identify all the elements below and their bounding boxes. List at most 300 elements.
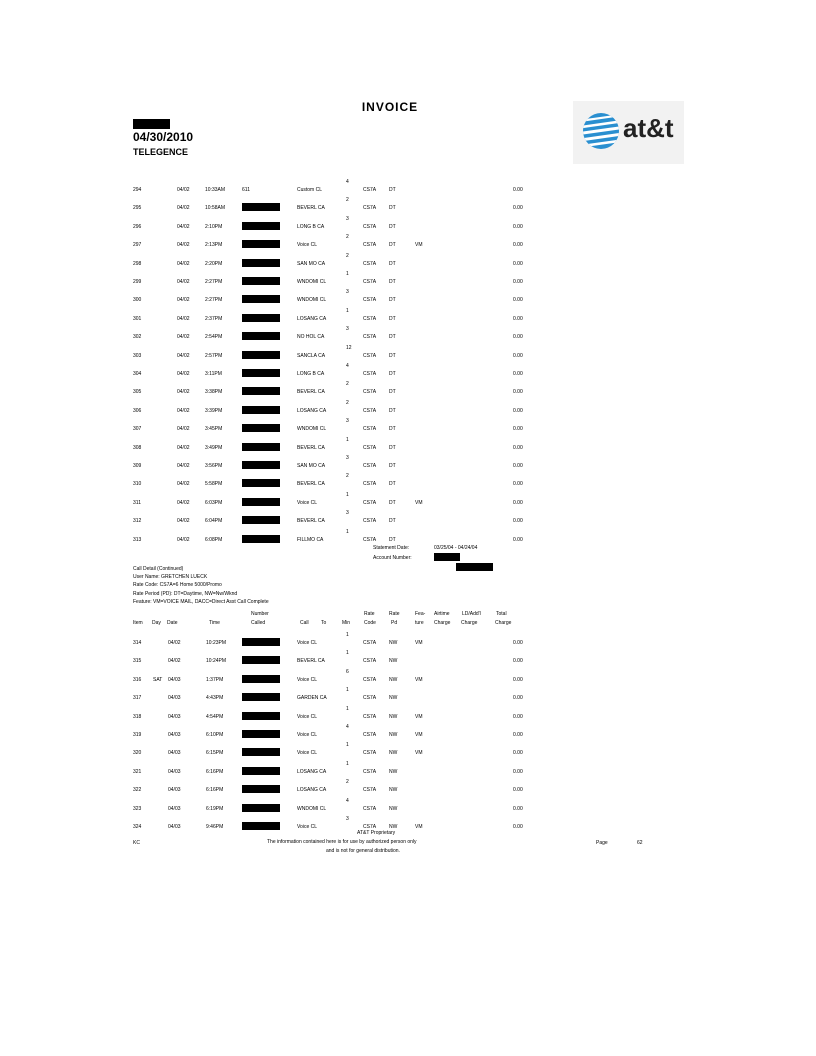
rate-code-line: Rate Code: CS7A=6 Home 5000/Promo: [133, 582, 222, 588]
redacted-number: [242, 693, 280, 701]
redacted-number: [242, 387, 280, 395]
date-cell: 04/02: [177, 444, 190, 451]
rate-code-cell: CS7A: [363, 315, 377, 322]
page-number: 62: [637, 840, 643, 846]
redacted-number: [242, 424, 280, 432]
time-cell: 1:37PM: [206, 676, 224, 683]
col-day: Day: [152, 620, 161, 626]
globe-icon: [581, 111, 621, 151]
time-cell: 6:15PM: [206, 750, 224, 757]
minutes-cell: 1: [346, 705, 349, 712]
rate-pd-cell: DT: [389, 260, 396, 267]
table-row: [0, 650, 816, 668]
rate-code-cell: CS7A: [363, 713, 377, 720]
charge-cell: 0.00: [513, 805, 523, 812]
col-airtime-charge: Charge: [434, 620, 451, 626]
time-cell: 5:58PM: [205, 481, 223, 488]
rate-code-cell: CS7A: [363, 260, 377, 267]
item-cell: 305: [133, 389, 142, 396]
confidentiality-notice: The information contained here is for use by authorized person only: [267, 839, 417, 845]
rate-code-cell: CS7A: [363, 334, 377, 341]
rate-code-cell: CS7A: [363, 518, 377, 525]
date-cell: 04/02: [177, 518, 190, 525]
time-cell: 2:57PM: [205, 352, 223, 359]
call-to-cell: LOSANG CA: [297, 768, 327, 775]
redacted-number: [242, 822, 280, 830]
table-row: [0, 381, 816, 399]
call-to-cell: LOSANG CA: [297, 315, 327, 322]
rate-pd-cell: DT: [389, 279, 396, 285]
charge-cell: 0.00: [513, 518, 523, 525]
date-cell: 04/02: [177, 187, 190, 193]
item-cell: 322: [133, 787, 142, 794]
col-date: Date: [167, 620, 178, 626]
charge-cell: 0.00: [513, 297, 523, 304]
rate-code-cell: CS7A: [363, 824, 377, 830]
rate-code-cell: CS7A: [363, 352, 377, 359]
rate-pd-cell: DT: [389, 426, 396, 433]
rate-code-cell: CS7A: [363, 371, 377, 377]
table-row: [0, 510, 816, 528]
item-cell: 323: [133, 805, 142, 812]
item-cell: 304: [133, 371, 142, 377]
date-cell: 04/03: [168, 713, 181, 720]
account-number-redacted: [434, 553, 460, 561]
table-row: [0, 418, 816, 436]
minutes-cell: 2: [346, 779, 349, 786]
item-cell: 295: [133, 205, 142, 212]
table-row: [0, 742, 816, 760]
redacted-number: [242, 461, 280, 469]
rate-code-cell: CS7A: [363, 187, 377, 193]
minutes-cell: 3: [346, 816, 349, 822]
call-to-cell: SAN MO CA: [297, 260, 326, 267]
table-row: [0, 779, 816, 797]
date-cell: 04/03: [168, 695, 181, 702]
minutes-cell: 2: [346, 399, 349, 406]
item-cell: 312: [133, 518, 142, 525]
feature-cell: VM: [415, 242, 423, 249]
call-to-cell: WNDOMI CL: [297, 279, 327, 285]
call-to-cell: LONG B CA: [297, 223, 325, 230]
table-row: [0, 326, 816, 344]
rate-pd-cell: NW: [389, 732, 398, 738]
rate-pd-cell: DT: [389, 463, 396, 469]
date-cell: 04/02: [177, 426, 190, 433]
col-ld-top: LD/Add'l: [462, 611, 481, 617]
redacted-number: [242, 498, 280, 506]
charge-cell: 0.00: [513, 640, 523, 646]
charge-cell: 0.00: [513, 223, 523, 230]
rate-code-cell: CS7A: [363, 389, 377, 396]
col-airtime-top: Airtime: [434, 611, 450, 617]
charge-cell: 0.00: [513, 824, 523, 830]
date-cell: 04/02: [177, 205, 190, 212]
rate-code-cell: CS7A: [363, 444, 377, 451]
charge-cell: 0.00: [513, 444, 523, 451]
rate-pd-cell: NW: [389, 713, 398, 720]
date-cell: 04/03: [168, 750, 181, 757]
date-cell: 04/02: [177, 334, 190, 341]
item-cell: 307: [133, 426, 142, 433]
charge-cell: 0.00: [513, 187, 523, 193]
rate-code-cell: CS7A: [363, 205, 377, 212]
col-feature-top: Fea-: [415, 611, 426, 617]
rate-code-cell: CS7A: [363, 297, 377, 304]
redacted-number: [242, 656, 280, 664]
call-to-cell: BEVERL CA: [297, 389, 325, 396]
redacted-number: [242, 748, 280, 756]
rate-pd-cell: DT: [389, 371, 396, 377]
redacted-number: [242, 516, 280, 524]
item-cell: 306: [133, 407, 142, 414]
table-row: [0, 179, 816, 197]
date-cell: 04/02: [177, 223, 190, 230]
rate-code-cell: CS7A: [363, 750, 377, 757]
rate-pd-cell: NW: [389, 658, 398, 665]
item-cell: 297: [133, 242, 142, 249]
table-row: [0, 363, 816, 381]
time-cell: 9:46PM: [206, 824, 224, 830]
table-row: [0, 308, 816, 326]
time-cell: 2:13PM: [205, 242, 223, 249]
minutes-cell: 4: [346, 363, 349, 369]
att-logo: [573, 101, 684, 164]
footer-left-code: KC: [133, 840, 140, 846]
item-cell: 314: [133, 640, 142, 646]
date-cell: 04/03: [168, 732, 181, 738]
rate-pd-cell: NW: [389, 805, 398, 812]
redacted-number: [242, 535, 280, 543]
feature-cell: VM: [415, 499, 423, 506]
minutes-cell: 1: [346, 687, 349, 694]
col-call: Call: [300, 620, 309, 626]
date-cell: 04/03: [168, 768, 181, 775]
col-item: Item: [133, 620, 143, 626]
redacted-number: [242, 730, 280, 738]
charge-cell: 0.00: [513, 389, 523, 396]
account-number-label: Account Number:: [373, 555, 412, 561]
table-row: [0, 271, 816, 289]
rate-pd-cell: DT: [389, 242, 396, 249]
feature-cell: VM: [415, 676, 423, 683]
rate-pd-cell: DT: [389, 389, 396, 396]
minutes-cell: 2: [346, 197, 349, 204]
item-cell: 299: [133, 279, 142, 285]
item-cell: 310: [133, 481, 142, 488]
time-cell: 6:08PM: [205, 536, 223, 543]
rate-pd-cell: NW: [389, 768, 398, 775]
time-cell: 3:56PM: [205, 463, 223, 469]
feature-cell: VM: [415, 824, 423, 830]
time-cell: 10:33AM: [205, 187, 226, 193]
proprietary-label: AT&T Proprietary: [357, 830, 396, 836]
redacted-number: [242, 351, 280, 359]
charge-cell: 0.00: [513, 695, 523, 702]
table-row: [0, 345, 816, 363]
charge-cell: 0.00: [513, 407, 523, 414]
charge-cell: 0.00: [513, 334, 523, 341]
item-cell: 317: [133, 695, 142, 702]
col-ld-charge: Charge: [461, 620, 478, 626]
rate-code-cell: CS7A: [363, 426, 377, 433]
call-to-cell: Voice CL: [297, 640, 318, 646]
feature-cell: VM: [415, 713, 423, 720]
rate-code-cell: CS7A: [363, 768, 377, 775]
call-to-cell: WNDOMI CL: [297, 297, 327, 304]
call-to-cell: Voice CL: [297, 732, 318, 738]
minutes-cell: 1: [346, 491, 349, 498]
redacted-number: [242, 443, 280, 451]
time-cell: 4:54PM: [206, 713, 224, 720]
redacted-number: [242, 259, 280, 267]
call-to-cell: LOSANG CA: [297, 787, 327, 794]
table-row: [0, 706, 816, 724]
redacted-number: [242, 479, 280, 487]
date-cell: 04/02: [177, 315, 190, 322]
redacted-number: [242, 295, 280, 303]
item-cell: 308: [133, 444, 142, 451]
redacted-number: [242, 712, 280, 720]
redacted-number: [242, 785, 280, 793]
time-cell: 6:04PM: [205, 518, 223, 525]
charge-cell: 0.00: [513, 279, 523, 285]
rate-pd-cell: DT: [389, 518, 396, 525]
date-cell: 04/02: [177, 242, 190, 249]
date-cell: 04/02: [177, 371, 190, 377]
col-total-top: Total: [496, 611, 507, 617]
table-row: [0, 253, 816, 271]
item-cell: 324: [133, 824, 142, 830]
rate-pd-cell: DT: [389, 352, 396, 359]
rate-pd-cell: DT: [389, 444, 396, 451]
table-row: [0, 798, 816, 816]
rate-code-cell: CS7A: [363, 279, 377, 285]
redacted-number: [242, 675, 280, 683]
table-row: [0, 216, 816, 234]
time-cell: 3:39PM: [205, 407, 223, 414]
time-cell: 2:10PM: [205, 223, 223, 230]
time-cell: 6:16PM: [206, 768, 224, 775]
charge-cell: 0.00: [513, 352, 523, 359]
item-cell: 321: [133, 768, 142, 775]
rate-code-cell: CS7A: [363, 787, 377, 794]
detail-line: Call Detail (Continued): [133, 566, 184, 572]
charge-cell: 0.00: [513, 481, 523, 488]
redacted-number: [242, 767, 280, 775]
call-to-cell: Custom CL: [297, 187, 323, 193]
minutes-cell: 4: [346, 724, 349, 730]
rate-pd-cell: DT: [389, 223, 396, 230]
table-row: [0, 529, 816, 547]
date-cell: 04/03: [168, 805, 181, 812]
table-row: [0, 473, 816, 491]
rate-pd-cell: DT: [389, 297, 396, 304]
table-row: [0, 761, 816, 779]
item-cell: 319: [133, 732, 142, 738]
rate-pd-cell: DT: [389, 315, 396, 322]
time-cell: 3:49PM: [205, 444, 223, 451]
col-time: Time: [209, 620, 220, 626]
redacted-number: [242, 222, 280, 230]
item-cell: 320: [133, 750, 142, 757]
time-cell: 2:54PM: [205, 334, 223, 341]
minutes-cell: 4: [346, 179, 349, 185]
call-to-cell: SANCLA CA: [297, 352, 326, 359]
redacted-number: [242, 406, 280, 414]
minutes-cell: 6: [346, 668, 349, 675]
call-to-cell: BEVERL CA: [297, 518, 325, 525]
redacted-number: [242, 277, 280, 285]
date-cell: 04/02: [177, 407, 190, 414]
rate-code-cell: CS7A: [363, 805, 377, 812]
minutes-cell: 1: [346, 436, 349, 443]
confidentiality-notice-2: and is not for general distribution.: [326, 848, 400, 854]
time-cell: 6:10PM: [206, 732, 224, 738]
table-row: [0, 197, 816, 215]
redacted-number: [242, 203, 280, 211]
table-row: [0, 724, 816, 742]
call-to-cell: NO HOL CA: [297, 334, 325, 341]
item-cell: 309: [133, 463, 142, 469]
rate-pd-cell: DT: [389, 536, 396, 543]
statement-date-value: 03/25/04 - 04/24/04: [434, 545, 478, 551]
time-cell: 2:20PM: [205, 260, 223, 267]
minutes-cell: 3: [346, 510, 349, 517]
feature-cell: VM: [415, 640, 423, 646]
time-cell: 3:11PM: [205, 371, 222, 377]
number-cell: 611: [242, 187, 250, 193]
date-cell: 04/03: [168, 787, 181, 794]
date-cell: 04/02: [168, 658, 181, 665]
invoice-date: 04/30/2010: [133, 130, 194, 144]
call-to-cell: BEVERL CA: [297, 444, 325, 451]
charge-cell: 0.00: [513, 242, 523, 249]
date-cell: 04/03: [168, 676, 181, 683]
day-cell: SAT: [153, 676, 163, 683]
call-to-cell: WNDOMI CL: [297, 805, 327, 812]
time-cell: 6:16PM: [206, 787, 224, 794]
item-cell: 296: [133, 223, 142, 230]
redacted-number: [242, 804, 280, 812]
charge-cell: 0.00: [513, 750, 523, 757]
date-cell: 04/02: [177, 279, 190, 285]
item-cell: 313: [133, 536, 142, 543]
invoice-title: INVOICE: [361, 100, 419, 114]
time-cell: 4:43PM: [206, 695, 224, 702]
item-cell: 298: [133, 260, 142, 267]
minutes-cell: 1: [346, 760, 349, 767]
rate-pd-cell: DT: [389, 334, 396, 341]
minutes-cell: 3: [346, 418, 349, 425]
rate-pd-cell: DT: [389, 205, 396, 212]
rate-pd-cell: NW: [389, 695, 398, 702]
minutes-cell: 2: [346, 381, 349, 388]
minutes-cell: 2: [346, 252, 349, 259]
col-rate-top: Rate: [364, 611, 375, 617]
rate-pd-cell: DT: [389, 481, 396, 488]
rate-code-cell: CS7A: [363, 481, 377, 488]
rate-code-cell: CS7A: [363, 676, 377, 683]
col-to: To: [321, 620, 327, 626]
charge-cell: 0.00: [513, 768, 523, 775]
table-row: [0, 289, 816, 307]
rate-code-cell: CS7A: [363, 407, 377, 414]
redacted-number: [242, 240, 280, 248]
call-to-cell: FILLMO CA: [297, 536, 324, 543]
charge-cell: 0.00: [513, 676, 523, 683]
rate-code-cell: CS7A: [363, 242, 377, 249]
rate-code-cell: CS7A: [363, 223, 377, 230]
charge-cell: 0.00: [513, 499, 523, 506]
minutes-cell: 1: [346, 307, 349, 314]
time-cell: 3:38PM: [205, 389, 223, 396]
table-row: [0, 437, 816, 455]
rate-pd-cell: NW: [389, 676, 398, 683]
call-to-cell: BEVERL CA: [297, 481, 325, 488]
rate-code-cell: CS7A: [363, 658, 377, 665]
rate-pd-cell: DT: [389, 499, 396, 506]
item-cell: 300: [133, 297, 142, 304]
charge-cell: 0.00: [513, 658, 523, 665]
time-cell: 10:58AM: [205, 205, 226, 212]
charge-cell: 0.00: [513, 426, 523, 433]
redacted-block: [133, 119, 170, 129]
minutes-cell: 2: [346, 473, 349, 480]
rate-pd-cell: DT: [389, 407, 396, 414]
minutes-cell: 1: [346, 528, 349, 535]
col-total-charge: Charge: [495, 620, 512, 626]
charge-cell: 0.00: [513, 713, 523, 720]
feature-cell: VM: [415, 732, 423, 738]
time-cell: 2:37PM: [205, 315, 223, 322]
table-row: [0, 234, 816, 252]
redacted-number: [242, 314, 280, 322]
time-cell: 6:19PM: [206, 805, 224, 812]
rate-code-cell: CS7A: [363, 499, 377, 506]
col-rate-pd: Pd: [391, 620, 398, 626]
minutes-cell: 3: [346, 455, 349, 461]
feature-cell: VM: [415, 750, 423, 757]
table-row: [0, 632, 816, 650]
user-name-line: User Name: GRETCHEN LUECK: [133, 574, 208, 580]
col-feature: ture: [415, 620, 424, 626]
time-cell: 6:03PM: [205, 499, 223, 506]
item-cell: 315: [133, 658, 142, 665]
logo-text: at&t: [623, 113, 674, 143]
date-cell: 04/02: [177, 463, 190, 469]
call-to-cell: Voice CL: [297, 750, 318, 757]
carrier-name: TELEGENCE: [133, 147, 189, 157]
rate-pd-cell: NW: [389, 750, 398, 757]
time-cell: 2:27PM: [205, 297, 223, 304]
minutes-cell: 2: [346, 234, 349, 241]
item-cell: 301: [133, 315, 142, 322]
charge-cell: 0.00: [513, 371, 523, 377]
charge-cell: 0.00: [513, 205, 523, 212]
rate-pd-cell: DT: [389, 187, 396, 193]
item-cell: 318: [133, 713, 142, 720]
statement-date-label: Statement Date:: [373, 545, 410, 551]
time-cell: 10:24PM: [206, 658, 227, 665]
col-called: Called: [251, 620, 266, 626]
date-cell: 04/02: [177, 536, 190, 543]
col-rate2-top: Rate: [389, 611, 400, 617]
minutes-cell: 3: [346, 215, 349, 222]
rate-code-cell: CS7A: [363, 732, 377, 738]
rate-code-cell: CS7A: [363, 640, 377, 646]
charge-cell: 0.00: [513, 536, 523, 543]
